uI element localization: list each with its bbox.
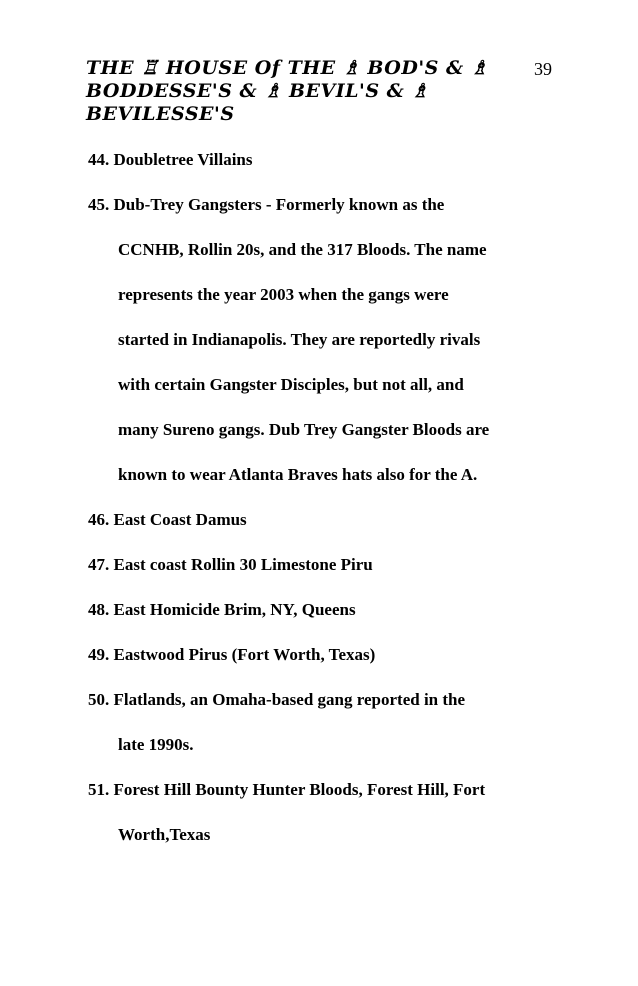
entry-line: CCNHB, Rollin 20s, and the 317 Bloods. The name [118,240,487,259]
entry-line: many Sureno gangs. Dub Trey Gangster Bloods are [118,420,490,439]
entry-line: started in Indianapolis. They are reportedly rivals [118,330,481,349]
list-item-49 [88,643,558,666]
running-head-line-3: BEVILESSE'S [86,103,235,125]
entry-line: 50. Flatlands, an Omaha-based gang reported in the [88,690,466,709]
entry-line: 45. Dub-Trey Gangsters - Formerly known as the [88,195,445,214]
entry-list [88,148,558,868]
entry-line: 48. East Homicide Brim, NY, Queens [88,600,356,619]
entry-line: represents the year 2003 when the gangs were [118,285,449,304]
entry-line: 49. Eastwood Pirus (Fort Worth, Texas) [88,645,376,664]
entry-line: 46. East Coast Damus [88,510,247,529]
list-item-48 [88,598,558,621]
list-item-47 [88,553,558,576]
entry-line: known to wear Atlanta Braves hats also for the A. [118,465,478,484]
entry-line: 44. Doubletree Villains [88,150,253,169]
entry-line: with certain Gangster Disciples, but not all, and [118,375,464,394]
running-head-line-2: BODDESSE'S & ♗ BEVIL'S & ♗ [86,80,429,102]
list-item-46 [88,508,558,531]
running-head-line-1: THE ♖ HOUSE Of THE ♗ BOD'S & ♗ [86,57,489,79]
list-item-50 [88,688,558,756]
list-item-45 [88,193,558,486]
list-item-51 [88,778,558,846]
entry-line: 51. Forest Hill Bounty Hunter Bloods, Forest Hill, Fort [88,780,486,799]
page-number: 39 [534,59,552,79]
list-item-44 [88,148,558,171]
entry-line: 47. East coast Rollin 30 Limestone Piru [88,555,373,574]
entry-line: Worth,Texas [118,825,211,844]
running-head [86,56,489,125]
entry-line: late 1990s. [118,735,194,754]
